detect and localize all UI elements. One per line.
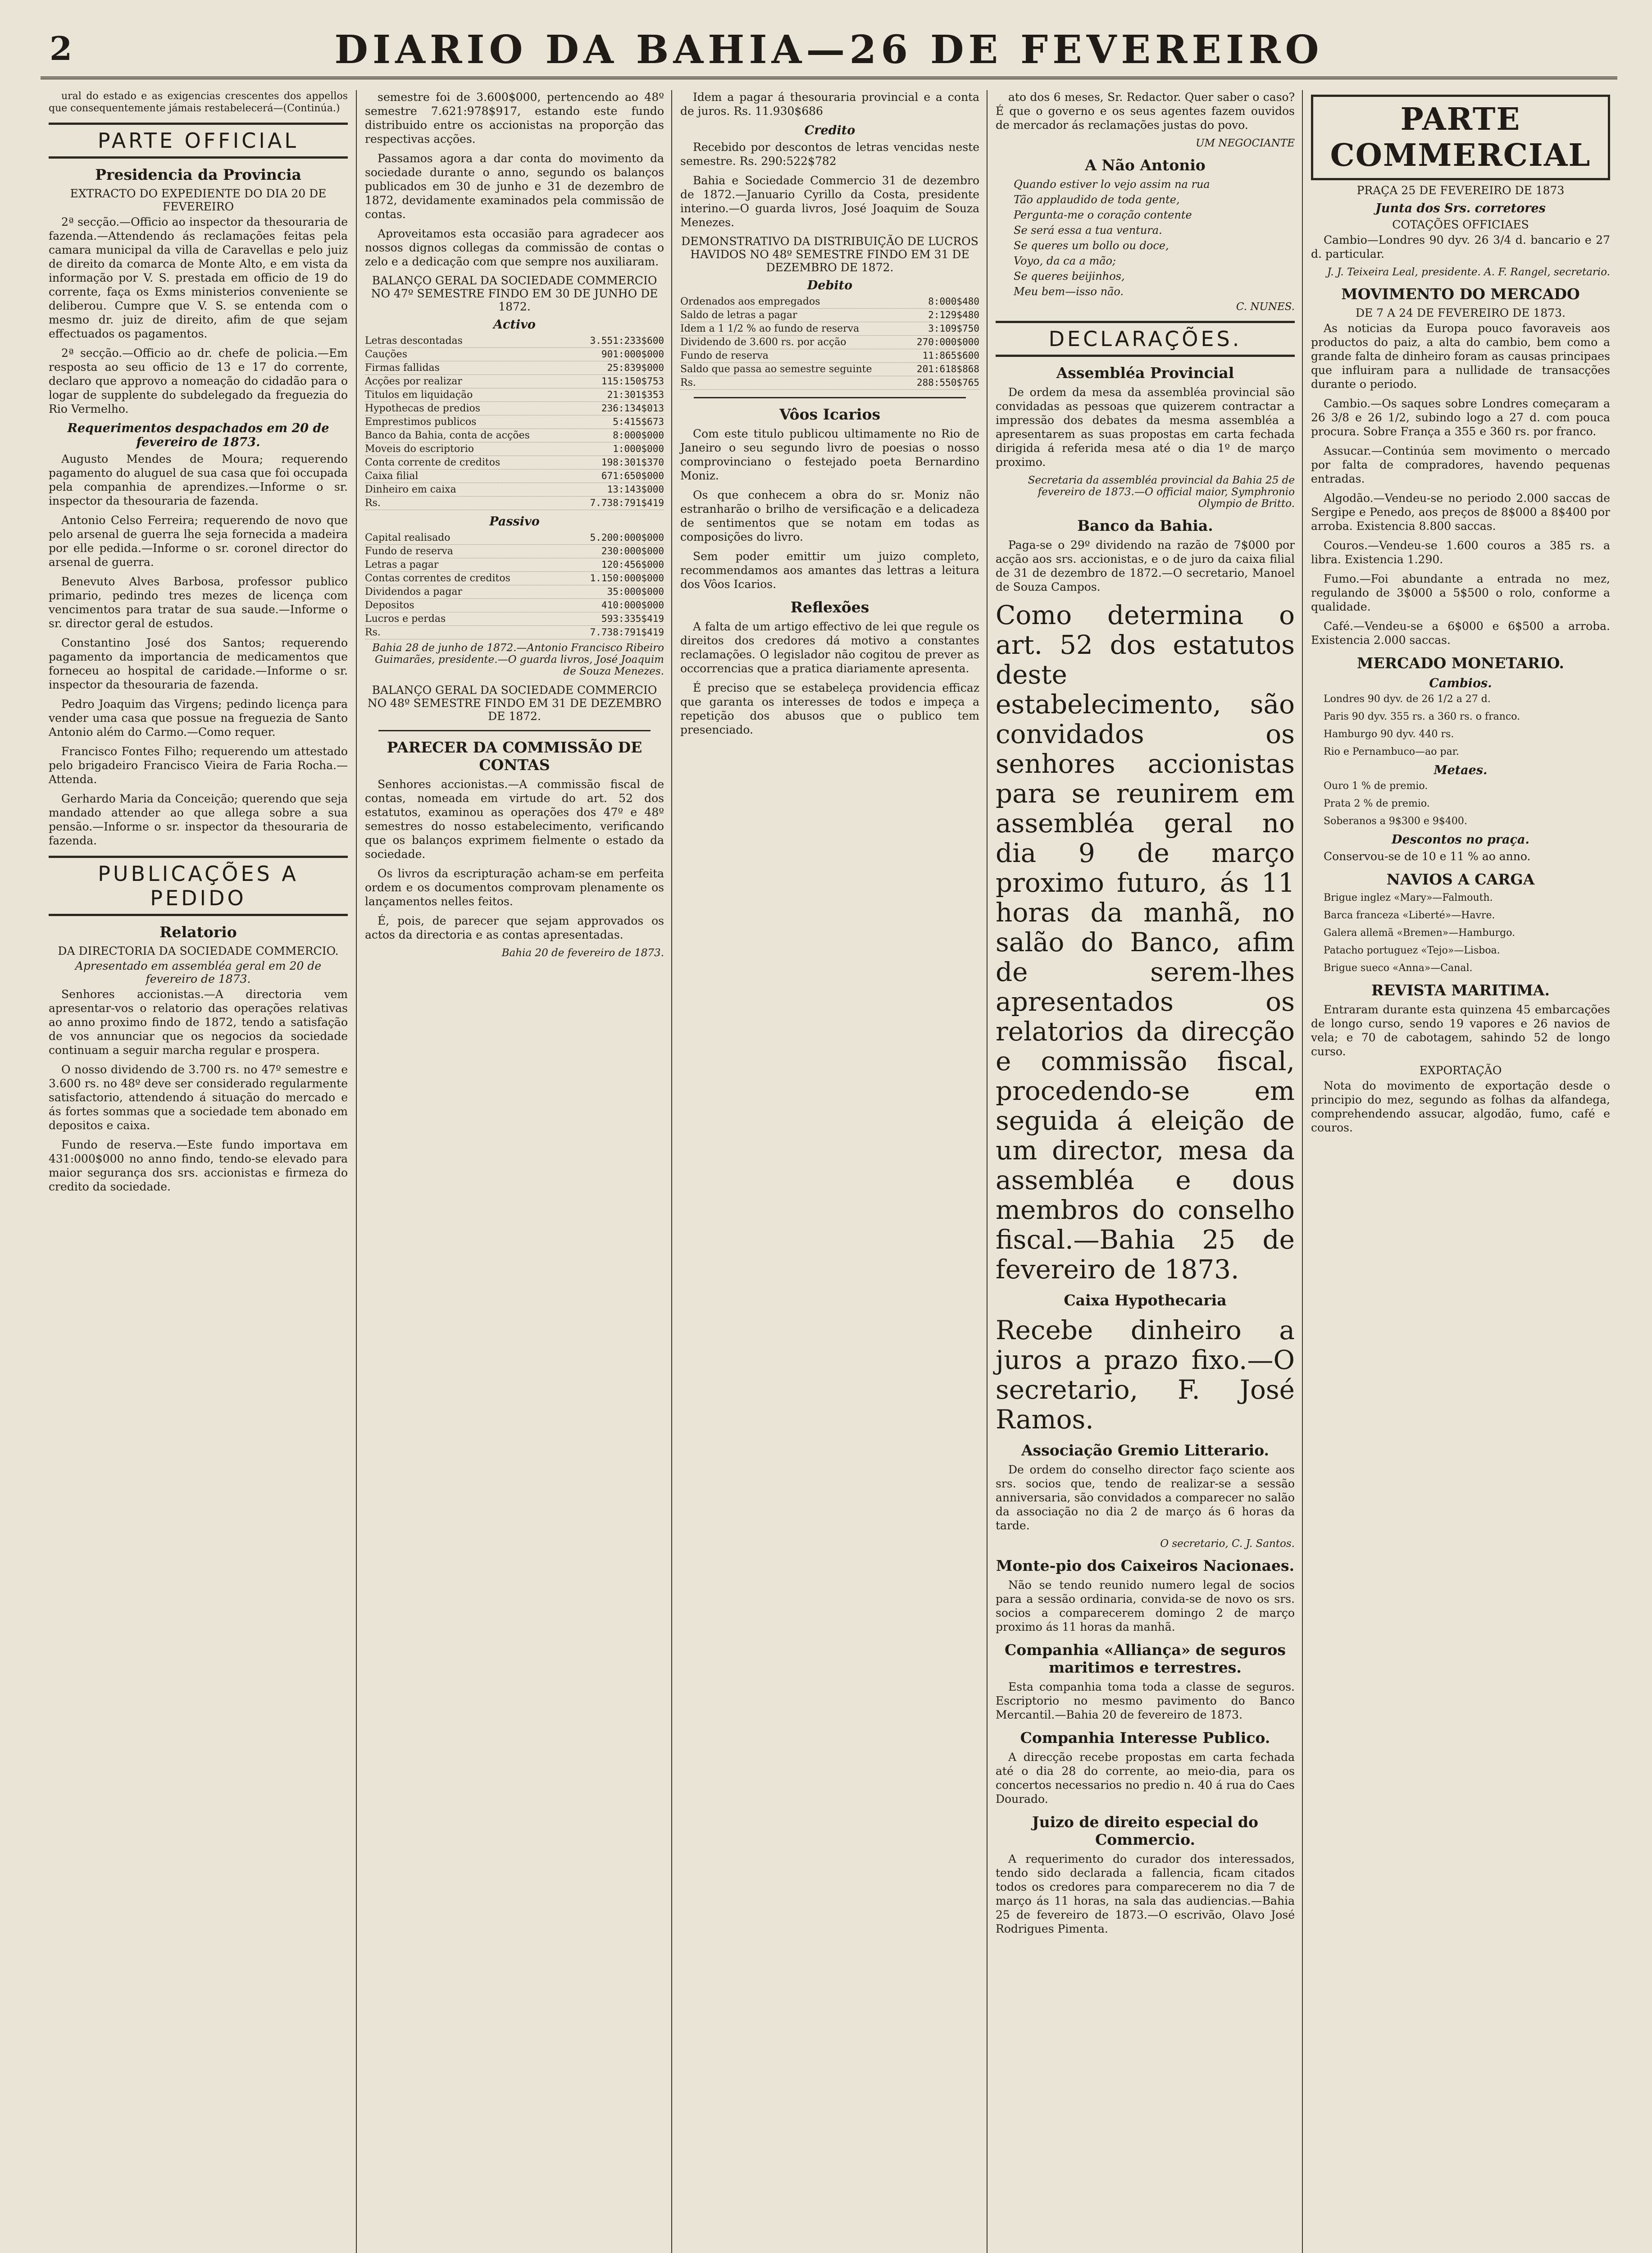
- list-item: Soberanos a 9$300 e 9$400.: [1324, 816, 1467, 827]
- paragraph: A direcção recebe propostas em carta fechada até o dia 28 do corrente, ao meio-dia, para os concertos necessarios no predio n. 40 á rua do Caes Dourado.: [996, 1751, 1295, 1806]
- list-item: Galera allemã «Bremen»—Hamburgo.: [1324, 927, 1515, 939]
- list-item: Voyo, da ca a mão;: [1014, 255, 1116, 267]
- caixa-notice: Recebe dinheiro a juros a prazo fixo.—O secretario, F. José Ramos.: [996, 1315, 1295, 1435]
- exportacao-heading: EXPORTAÇÃO: [1419, 1064, 1502, 1077]
- paragraph: A requerimento do curador dos interessados, tendo sido declarada a fallencia, ficam citados todos os credores para comparecerem no dia 7 de março ás 11 horas, na sala das audiencias.—Bahia 25 de fevereiro de 1873.—O escrivão, Olavo José Rodrigues Pimenta.: [996, 1852, 1295, 1935]
- descontos-heading: Descontos no praça.: [1392, 833, 1529, 847]
- paragraph: Senhores accionistas.—A commissão fiscal de contas, nomeada em virtude do art. 52 dos estatutos, examinou as operações dos 47º e 48º semestres do nosso estabelecimento, verificando que os balanços exprimem fielmente o estado da sociedade.: [365, 778, 664, 861]
- ledger-row: Caixa filial 671:650$000: [365, 470, 664, 483]
- parecer-heading: PARECER DA COMMISSÃO DE CONTAS: [387, 739, 642, 774]
- expediente-heading: EXTRACTO DO EXPEDIENTE DO DIA 20 DE FEVEREIRO: [70, 187, 327, 213]
- relatorio-subtitle-2: Apresentado em assembléa geral em 20 de fevereiro de 1873.: [75, 959, 322, 985]
- divider: [694, 397, 966, 398]
- reflexoes-heading: Reflexões: [790, 598, 869, 616]
- ledger-row: Fundo de reserva 230:000$000: [365, 545, 664, 558]
- parte-commercial-heading: PARTE COMMERCIAL: [1311, 95, 1610, 180]
- list-item: Paris 90 dyv. 355 rs. a 360 rs. o franco.: [1324, 711, 1520, 722]
- ledger-row: Moveis do escriptorio 1:000$000: [365, 442, 664, 456]
- paragraph: Couros.—Vendeu-se 1.600 couros a 385 rs. a libra. Existencia 1.290.: [1311, 539, 1610, 566]
- mercado-heading: MERCADO MONETARIO.: [1357, 654, 1564, 672]
- junta-heading: Junta dos Srs. corretores: [1375, 201, 1546, 215]
- column-5: [1302, 90, 1618, 2253]
- list-item: Hamburgo 90 dyv. 440 rs.: [1324, 729, 1454, 740]
- movimento-subtitle: DE 7 A 24 DE FEVEREIRO DE 1873.: [1355, 306, 1566, 319]
- montepio-heading: Monte-pio dos Caixeiros Nacionaes.: [996, 1557, 1295, 1574]
- voos-icarios-heading: Vôos Icarios: [779, 406, 881, 423]
- navios-list: [1311, 892, 1610, 974]
- ledger-row: Idem a 1 1/2 % ao fundo de reserva 3:109$750: [680, 322, 979, 336]
- large-notice: Como determina o art. 52 dos estatutos deste estabelecimento, são convidados os senhores accionistas para se reunirem em assembléa geral no dia 9 de março proximo futuro, ás 11 horas da manhã, no salão do Banco, afim de serem-lhes apresentados os relatorios da direcção e commissão fiscal, procedendo-se em seguida á eleição de um director, mesa da assembléa e dous membros do conselho fiscal.—Bahia 25 de fevereiro de 1873.: [996, 600, 1295, 1285]
- list-item: Prata 2 % de premio.: [1324, 798, 1430, 809]
- gremio-heading: Associação Gremio Litterario.: [1021, 1441, 1270, 1459]
- ledger-row: Fundo de reserva 11:865$600: [680, 349, 979, 363]
- passivo-total: Rs. 7.738:791$419: [365, 626, 664, 639]
- paragraph: Algodão.—Vendeu-se no periodo 2.000 saccas de Sergipe e Penedo, aos preços de 8$000 a 8$400 por arroba. Existencia 8.800 saccas.: [1311, 492, 1610, 533]
- paragraph: É, pois, de parecer que sejam approvados os actos da directoria e as contas apresentadas.: [365, 914, 664, 941]
- paragraph: Aproveitamos esta occasião para agradecer aos nossos dignos collegas da commissão de contas o zelo e a dedicação com que sempre nos auxiliaram.: [365, 227, 664, 268]
- column-1: [41, 90, 356, 2253]
- list-item: Tão applaudido de toda gente,: [1014, 193, 1180, 206]
- list-item: Se será essa a tua ventura.: [1014, 224, 1162, 237]
- paragraph: 2ª secção.—Officio ao inspector da thesouraria de fazenda.—Attendendo ás reclamações feitas pela camara municipal da villa de Caravellas e pelo juiz de direito da comarca de Monte Alto, e em vista da informação por V. S. prestada em officio de 19 do corrente, faça os Exms ministerios conveniente se deliberou. Cumpre que V. S. se entenda com o mesmo dr. juiz de direito, afim de que sejam effectuados os pagamentos.: [49, 215, 348, 340]
- column-4: [987, 90, 1303, 2253]
- paragraph: De ordem da mesa da assembléa provincial são convidadas as pessoas que quizerem contractar a impressão dos debates da mesma assembléa a apresentarem as suas propostas em carta fechada dirigida á referida mesa até o dia 1º de março proximo.: [996, 386, 1295, 469]
- paragraph: De ordem do conselho director faço sciente aos srs. socios que, tendo de realizar-se a sessão anniversaria, são convidados a comparecer no salão da associação no dia 2 de março ás 6 horas da tarde.: [996, 1463, 1295, 1532]
- list-item: Barca franceza «Liberté»—Havre.: [1324, 910, 1495, 921]
- caixa-heading: Caixa Hypothecaria: [1064, 1291, 1227, 1309]
- banco-heading: Banco da Bahia.: [1077, 517, 1213, 534]
- declaracoes-heading: DECLARAÇÕES.: [996, 321, 1295, 357]
- paragraph: Constantino José dos Santos; requerendo pagamento da importancia de medicamentos que forneceu ao hospital de caridade.—Informe o sr. inspector da thesouraria de fazenda.: [49, 636, 348, 691]
- list-item: Brigue inglez «Mary»—Falmouth.: [1324, 892, 1493, 903]
- list-item: Patacho portuguez «Tejo»—Lisboa.: [1324, 945, 1500, 956]
- list-item: Se queres um bollo ou doce,: [1014, 239, 1169, 252]
- list-item: Ouro 1 % de premio.: [1324, 780, 1428, 792]
- cotacoes-heading: COTAÇÕES OFFICIAES: [1392, 218, 1529, 231]
- paragraph: Francisco Fontes Filho; requerendo um attestado pelo brigadeiro Francisco Vieira de Faria Rocha.—Attenda.: [49, 745, 348, 786]
- list-item: Se queres beijinhos,: [1014, 270, 1125, 283]
- ledger-row: Conta corrente de creditos 198:301$370: [365, 456, 664, 470]
- ledger-row: Depositos 410:000$000: [365, 599, 664, 612]
- balanco-1-title: BALANÇO GERAL DA SOCIEDADE COMMERCIO NO 47º SEMESTRE FINDO EM 30 DE JUNHO DE 1872.: [371, 274, 658, 313]
- list-item: Meu bem—isso não.: [1014, 285, 1124, 298]
- paragraph: Gerhardo Maria da Conceição; querendo que seja mandado attender ao que allega sobre a sua pensão.—Informe o sr. inspector da thesouraria de fazenda.: [49, 792, 348, 847]
- publicacoes-heading: PUBLICAÇÕES A PEDIDO: [49, 856, 348, 916]
- signature: Bahia 20 de fevereiro de 1873.: [501, 947, 664, 959]
- ledger-row: Ordenados aos empregados 8:000$480: [680, 295, 979, 309]
- cambio-list: [1311, 693, 1610, 758]
- demonstrativo-title: DEMONSTRATIVO DA DISTRIBUIÇÃO DE LUCROS HAVIDOS NO 48º SEMESTRE FINDO EM 31 DE DEZEMBRO DE 1872.: [681, 235, 978, 274]
- newspaper-columns: [41, 90, 1617, 2253]
- ledger-row: Saldo que passa ao semestre seguinte 201:618$868: [680, 363, 979, 376]
- companhia-interesse-heading: Companhia Interesse Publico.: [1020, 1729, 1270, 1747]
- parte-official-heading: PARTE OFFICIAL: [49, 123, 348, 159]
- paragraph: Esta companhia toma toda a classe de seguros. Escriptorio no mesmo pavimento do Banco Mercantil.—Bahia 20 de fevereiro de 1873.: [996, 1680, 1295, 1721]
- paragraph: É preciso que se estabeleça providencia efficaz que garanta os interesses de todos e impeça a repetição dos abusos que o publico tem presenciado.: [680, 681, 979, 736]
- paragraph: Bahia e Sociedade Commercio 31 de dezembro de 1872.—Januario Cyrillo da Costa, presidente interino.—O guarda livros, José Joaquim de Souza Menezes.: [680, 174, 979, 229]
- list-item: Quando estiver lo vejo assim na rua: [1014, 178, 1210, 191]
- paragraph: Não se tendo reunido numero legal de socios para a sessão ordinaria, convida-se de novo os srs. socios a comparecerem domingo 2 de março proximo ás 11 horas da manhã.: [996, 1578, 1295, 1633]
- praca-date: PRAÇA 25 DE FEVEREIRO DE 1873: [1356, 184, 1565, 197]
- assembleia-heading: Assembléa Provincial: [1056, 364, 1234, 382]
- paragraph: Fundo de reserva.—Este fundo importava em 431:000$000 no anno findo, tendo-se elevado para maior segurança dos srs. accionistas e firmeza do credito da sociedade.: [49, 1138, 348, 1193]
- column-1-top-text: ural do estado e as exigencias crescentes dos appellos que consequentemente jámais restabelecerá—(Continúa.): [49, 91, 348, 114]
- paragraph: ato dos 6 meses, Sr. Redactor. Quer saber o caso? É que o governo e os seus agentes fazem ouvidos de mercador ás reclamações justas do povo.: [996, 91, 1295, 132]
- list-item: Rio e Pernambuco—ao par.: [1324, 746, 1459, 757]
- paragraph: Idem a pagar á thesouraria provincial e a conta de juros. Rs. 11.930$686: [680, 91, 979, 118]
- debito-ledger: [680, 295, 979, 376]
- ledger-row: Dividendo de 3.600 rs. por acção 270:000$000: [680, 336, 979, 349]
- companhia-heading: Companhia «Alliança» de seguros maritimos e terrestres.: [1004, 1641, 1286, 1676]
- requerimentos-heading: Requerimentos despachados em 20 de fevereiro de 1873.: [67, 421, 329, 449]
- header: [41, 27, 1617, 79]
- paragraph: Assucar.—Continúa sem movimento o mercado por falta de compradores, havendo pequenas entradas.: [1311, 444, 1610, 485]
- metal-list: [1311, 780, 1610, 827]
- ledger-row: Saldo de letras a pagar 2:129$480: [680, 309, 979, 322]
- presidencia-heading: Presidencia da Provincia: [95, 166, 301, 183]
- column-3: [671, 90, 988, 2253]
- list-item: Pergunta-me o coração contente: [1014, 209, 1192, 221]
- paragraph: Paga-se o 29º dividendo na razão de 7$000 por acção aos srs. accionistas, e o de juro da caixa filial de 31 de dezembro de 1872.—O secretario, Manoel de Souza Campos.: [996, 538, 1295, 593]
- credito-heading: Credito: [804, 123, 856, 137]
- paragraph: semestre foi de 3.600$000, pertencendo ao 48º semestre 7.621:978$917, estando este fundo distribuido entre os accionistas na proporção das respectivas acções.: [365, 91, 664, 146]
- paragraph: As noticias da Europa pouco favoraveis aos productos do paiz, a alta do cambio, bem como a grande falta de dinheiro foram as causas principaes que influiram para a nullidade de transacções durante o periodo.: [1311, 322, 1610, 391]
- paragraph: Os que conhecem a obra do sr. Moniz não estranharão o brilho de versificação e a delicadeza de sentimentos que se notam em todas as composições do livro.: [680, 488, 979, 543]
- ledger-row: Letras descontadas 3.551:233$600: [365, 334, 664, 348]
- activo-total: Rs. 7.738:791$419: [365, 497, 664, 510]
- metaes-heading: Metaes.: [1434, 763, 1488, 777]
- signature: Bahia 28 de junho de 1872.—Antonio Francisco Ribeiro Guimarães, presidente.—O guarda livros, José Joaquim de Souza Menezes.: [372, 642, 664, 677]
- relatorio-subtitle: DA DIRECTORIA DA SOCIEDADE COMMERCIO.: [58, 944, 339, 958]
- paragraph: Sem poder emittir um juizo completo, recommendamos aos amantes das lettras a leitura dos Vôos Icarios.: [680, 550, 979, 591]
- ledger-row: Emprestimos publicos 5:415$673: [365, 415, 664, 429]
- movimento-heading: MOVIMENTO DO MERCADO: [1341, 285, 1580, 303]
- balanco-2-title: BALANÇO GERAL DA SOCIEDADE COMMERCIO NO 48º SEMESTRE FINDO EM 31 DE DEZEMBRO DE 1872.: [367, 684, 662, 723]
- paragraph: Fumo.—Foi abundante a entrada no mez, regulando de 3$000 a 5$500 o rolo, conforme a qualidade.: [1311, 572, 1610, 613]
- paragraph: Senhores accionistas.—A directoria vem apresentar-vos o relatorio das operações relativas ao anno proximo findo de 1872, tendo a satisfação de vos annunciar que os negocios da sociedade continuam a seguir marcha regular e prospera.: [49, 988, 348, 1057]
- paragraph: 2ª secção.—Officio ao dr. chefe de policia.—Em resposta ao seu officio de 13 e 17 do corrente, declaro que approvo a nomeação do cidadão para o logar de supplente do subdelegado da freguezia do Rio Vermelho.: [49, 347, 348, 415]
- ledger-row: Firmas fallidas 25:839$000: [365, 361, 664, 375]
- paragraph: Recebido por descontos de letras vencidas neste semestre. Rs. 290:522$782: [680, 141, 979, 168]
- juizo-heading: Juizo de direito especial do Commercio.: [1032, 1813, 1258, 1848]
- ledger-row: Lucros e perdas 593:335$419: [365, 612, 664, 626]
- paragraph: Cambio.—Os saques sobre Londres começaram a 26 3/8 e 26 1/2, subindo logo a 27 d. com pouca procura. Sobre França a 355 e 360 rs. por franco.: [1311, 397, 1610, 438]
- paragraph: Com este titulo publicou ultimamente no Rio de Janeiro o seu segundo livro de poesias o nosso comprovinciano o festejado poeta Bernardino Moniz.: [680, 427, 979, 482]
- divider: [378, 730, 651, 731]
- relatorio-heading: Relatorio: [159, 923, 237, 941]
- ledger-row: Dividendos a pagar 35:000$000: [365, 585, 664, 599]
- activo-ledger: [365, 334, 664, 497]
- ledger-row: Banco da Bahia, conta de acções 8:000$000: [365, 429, 664, 442]
- navios-heading: NAVIOS A CARGA: [1386, 871, 1535, 888]
- ledger-row: Acções por realizar 115:150$753: [365, 375, 664, 388]
- list-item: Londres 90 dyv. de 26 1/2 a 27 d.: [1324, 693, 1491, 705]
- nao-antonio-heading: A Não Antonio: [1085, 156, 1206, 174]
- signature: UM NEGOCIANTE: [1196, 137, 1295, 149]
- paragraph: Passamos agora a dar conta do movimento da sociedade durante o anno, segundo os balanços publicados em 30 de junho e 31 de dezembro de 1872, devidamente examinados pela commissão de contas.: [365, 152, 664, 221]
- paragraph: A falta de um artigo effectivo de lei que regule os direitos dos credores dá motivo a constantes reclamações. O legislador não cogitou de prever as occorrencias que a pratica diariamente apresenta.: [680, 620, 979, 675]
- list-item: Brigue sueco «Anna»—Canal.: [1324, 962, 1473, 974]
- signature: C. NUNES.: [1236, 301, 1295, 313]
- ledger-row: Capital realisado 5.200:000$000: [365, 531, 664, 545]
- ledger-row: Contas correntes de creditos 1.150:000$000: [365, 572, 664, 585]
- paragraph: Antonio Celso Ferreira; requerendo de novo que pelo arsenal de guerra lhe seja fornecida a madeira por elle pedida.—Informe o sr. coronel director do arsenal de guerra.: [49, 514, 348, 569]
- signature: J. J. Teixeira Leal, presidente. A. F. Rangel, secretario.: [1327, 266, 1610, 278]
- paragraph: Benevuto Alves Barbosa, professor publico primario, pedindo tres mezes de licença com vencimentos para tratar de sua saude.—Informe o sr. director geral de estudos.: [49, 575, 348, 630]
- activo-heading: Activo: [493, 318, 536, 332]
- paragraph: Café.—Vendeu-se a 6$000 e 6$500 a arroba. Existencia 2.000 saccas.: [1311, 620, 1610, 647]
- column-2: [356, 90, 672, 2253]
- signature: O secretario, C. J. Santos.: [1160, 1538, 1295, 1550]
- revista-heading: REVISTA MARITIMA.: [1371, 981, 1550, 999]
- ledger-row: Cauções 901:000$000: [365, 348, 664, 361]
- signature: Secretaria da assembléa provincial da Bahia 25 de fevereiro de 1873.—O official maior, Symphronio Olympio de Britto.: [1028, 474, 1295, 510]
- page-number: 2: [50, 29, 73, 68]
- debito-heading: Debito: [807, 278, 853, 292]
- paragraph: Nota do movimento de exportação desde o principio do mez, segundo as folhas da alfandega, comprehendendo assucar, algodão, fumo, café e couros.: [1311, 1079, 1610, 1134]
- poem: [996, 178, 1295, 298]
- paragraph: Cambio—Londres 90 dyv. 26 3/4 d. bancario e 27 d. particular.: [1311, 233, 1610, 260]
- ledger-row: Titulos em liquidação 21:301$353: [365, 388, 664, 402]
- paragraph: Os livros da escripturação acham-se em perfeita ordem e os documentos comprovam plenamente os lançamentos nelles feitos.: [365, 867, 664, 908]
- paragraph: Entraram durante esta quinzena 45 embarcações de longo curso, sendo 19 vapores e 26 navios de vela; e 70 de cabotagem, sahindo 52 de longo curso.: [1311, 1003, 1610, 1058]
- paragraph: O nosso dividendo de 3.700 rs. no 47º semestre e 3.600 rs. no 48º deve ser considerado regularmente satisfactorio, attendendo á situação do mercado e ás fortes sommas que a sociedade tem abonado em depositos e caixa.: [49, 1063, 348, 1132]
- paragraph: Pedro Joaquim das Virgens; pedindo licença para vender uma casa que possue na freguezia de Santo Antonio além do Carmo.—Como requer.: [49, 698, 348, 739]
- paragraph: Augusto Mendes de Moura; requerendo pagamento do aluguel de sua casa que foi occupada pela companhia de aprendizes.—Informe o sr. inspector da thesouraria de fazenda.: [49, 452, 348, 507]
- cambios-heading: Cambios.: [1429, 676, 1492, 690]
- masthead: DIARIO DA BAHIA—26 DE FEVEREIRO: [334, 27, 1324, 73]
- ledger-row: Hypothecas de predios 236:134$013: [365, 402, 664, 415]
- debito-total: Rs. 288:550$765: [680, 376, 979, 390]
- ledger-row: Letras a pagar 120:456$000: [365, 558, 664, 572]
- passivo-ledger: [365, 531, 664, 626]
- passivo-heading: Passivo: [489, 515, 540, 529]
- paragraph: Conservou-se de 10 e 11 % ao anno.: [1324, 850, 1531, 863]
- ledger-row: Dinheiro em caixa 13:143$000: [365, 483, 664, 497]
